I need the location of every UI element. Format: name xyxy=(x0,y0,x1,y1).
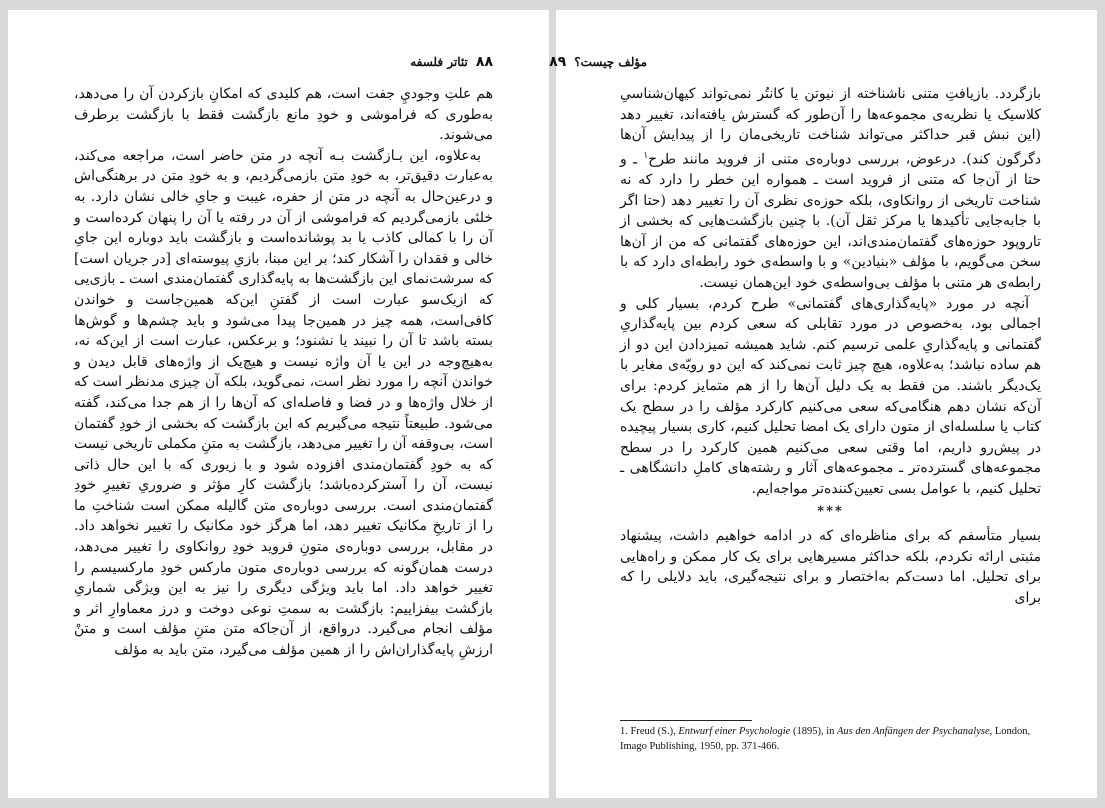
right-running-head-title: مؤلف چیست؟ xyxy=(574,55,647,69)
left-page xyxy=(8,10,549,798)
left-body-text xyxy=(74,84,493,661)
footnote-number: 1. xyxy=(620,726,628,737)
right-paragraph-2: آنچه در مورد «پایه‌گذاری‌های گفتمانی» طرح کردم، بسیار کلی و اجمالی بود، به‌خصوص در مورد تقابلی که سعی کردم بین پایه‌گذاریِ گفتمانی و پایه‌گذاریِ علمی ترسیم کنم. شاید همیشه تمیزدادن این دو از هم ساده نباشد؛ به‌علاوه، هیچ چیز ثابت نمی‌کند که این دو رویّه‌ی مغایر با یک‌دیگر باشند. من فقط به یک دلیل آن‌ها را از هم متمایز کردم: برای آن‌که نشان دهم هنگامی‌که سعی می‌کنیم کارکرد مؤلف را در سطح یک کتاب یا سلسله‌ای از متون دارای یک امضا تحلیل کنیم، کاری بسیار پیچیده در پیش‌رو داریم، اما وقتی سعی می‌کنیم همین کارکرد را در سطح مجموعه‌های گسترده‌تر ـ مجموعه‌های آثار و رشته‌های کاملِ دانشگاهی ـ تحلیل کنیم، با عوامل بسی تعیین‌کننده‌تر مواجه‌ایم. xyxy=(620,295,1041,497)
right-page xyxy=(549,10,1097,798)
right-paragraph-1 xyxy=(620,84,1041,294)
right-paragraph-1-text: بازگردد. بازیافتِ متنی ناشناخته از نیوتن یا کانتُر نمی‌تواند کیهان‌شناسیِ کلاسیک یا نظریه‌ی مجموعه‌ها را آن‌طور که گسترش یافته‌اند، تغییر دهد (این نبش قبر حداکثر می‌تواند شناخت تاریخی‌مان را از پیدایش آن‌ها دگرگون کند). درعوض، بررسی دوباره‌ی متنی از فروید مانند طرح xyxy=(620,86,1042,168)
left-running-header xyxy=(410,54,493,70)
left-paragraph-1: هم علتِ وجوديِ جفت است، هم کلیدی که امکانِ بازکردن آن را می‌دهد، به‌طوری که فراموشی و خودِ مانع بازگشت فقط با بازگشت برطرف می‌شوند. xyxy=(74,86,493,144)
left-paragraph-2: به‌علاوه، این بـازگشت بـه آنچه در متن حاضر است، مراجعه می‌کند، به‌عبارت دقیق‌تر، به خودِ متن بازمی‌گردیم، و به خودِ متن در برهنگی‌اش و درعین‌حال به آنچه در متن از حفره، غیبت و جایِ خالی نشان دارد. به خلئی بازمی‌گردیم که فراموشی از آن در رفته یا آن را پنهان کرده‌است و آن را با کمالی کاذب یا بد پوشانده‌است و بازگشت باید دوباره این جایِ خالی و فقدان را آشکار کند؛ بر این مبنا، بازیِ پیوسته‌ای [در جریان است] که سرشت‌نمای این بازگشت‌ها به پایه‌گذاری گفتمان‌مندی است ـ بازی‌یی که ازیک‌سو عبارت است از گفتنِ این‌که همین‌جاست و خواندن کافی‌است، همه چیز در همین‌جا پیدا می‌شود و باید چشم‌ها و گوش‌ها بسته باشد تا آن را نبیند یا نشنود؛ و برعکس، عبارت است از این‌که نه، به‌هیچ‌وجه در این یا آن واژه نیست و هیچ‌یک از واژه‌های قابل دیدن و خواندن آنچه را مورد نظر است، نمی‌گوید، بلکه آن چیزی مدنظر است که از خلال واژه‌ها و در فضا و فاصله‌ای که آن‌ها را از هم جدا می‌کند، گفته می‌شود. طبیعتاً نتیجه می‌گیریم که این بازگشت که بخشی از خودِ گفتمان است، بی‌وقفه آن را تغییر می‌دهد، بازگشت به متنِ مکملی تاریخی نیست که به خودِ گفتمان‌مندی افزوده شود و با زیوری که با این حال ذاتی نیست، آن را آسترکرده‌باشد؛ بازگشت کارِ مؤثر و ضروریِ تغییرِ خودِ گفتمان‌مندی است. بررسی دوباره‌ی متن گالیله ممکن است شناختِ ما را از تاریخِ مکانیک تغییر دهد، اما هرگز خود مکانیک را تغییر نخواهد داد. در مقابل، بررسی دوباره‌ی متونِ فروید خودِ روانکاوی را تغییر می‌دهد، درست همان‌گونه که بررسی دوباره‌ی متون مارکس خودِ مارکسیسم را تغییر خواهد داد. اما باید ویژگی دیگری را نیز به این ویژگی شماریِ بازگشت بیفزاییم: بازگشت به سمتِ نوعی دوخت و درز معماوارِ اثر و مؤلف انجام می‌گیرد. درواقع، از آن‌جاکه متن متنِ مؤلف است و متنْ ارزشِ پایه‌گذاران‌اش را از همین مؤلف می‌گیرد، متن باید به مؤلف xyxy=(74,147,493,659)
footnote xyxy=(620,724,1041,754)
section-separator: *** xyxy=(817,503,844,519)
footnote-reference-marker: ۱ xyxy=(643,150,649,161)
left-running-head-title: تئاتر فلسفه xyxy=(410,55,468,69)
right-running-header xyxy=(549,54,647,70)
right-paragraph-1-continued: ـ و حتا از آن‌جا که متنی از فروید است ـ همواره این خطر را دارد که نه شناخت تاریخی از روانکاوی، بلکه حوزه‌ی نظری آن را تغییر دهد (حتا اگر با جابه‌جایی تأکیدها یا مرکز ثقل آن). با چنین بازگشت‌هایی که بخشی از تاروپود حوزه‌های گفتمان‌مندی‌اند، این حوزه‌های گفتمانی که من از آن‌ها سخن می‌گویم، با مؤلف «بنیادین» و با واسطه‌ی خود رابطه‌ای دارد که با رابطه‌ی هر متنی با مؤلف بی‌واسطه‌ی خود این‌همان نیست. xyxy=(620,151,1041,291)
right-paragraph-3: بسیار متأسفم که برای مناظره‌ای که در ادامه خواهیم داشت، پیشنهاد مثبتی ارائه نکردم، بلکه حداکثر مسیرهایی برای یک کار ممکن و راه‌هایی برای تحلیل. اما دست‌کم به‌اختصار و برای نتیجه‌گیری، باید دلایلی را که برای xyxy=(620,528,1041,606)
footnote-collection: Aus den Anfängen der Psychanalyse xyxy=(837,726,990,737)
footnote-rule xyxy=(620,720,752,721)
left-page-number: ۸۸ xyxy=(475,54,493,70)
right-page-number: ۸۹ xyxy=(549,54,567,70)
right-body-text xyxy=(620,84,1041,609)
footnote-title: Entwurf einer Psychologie xyxy=(678,726,791,737)
footnote-year: (1895), in xyxy=(792,726,835,737)
footnote-author: Freud (S.), xyxy=(630,726,676,737)
footnote-publisher: , London, Imago Publishing, 1950, pp. 371-466. xyxy=(620,726,1031,752)
